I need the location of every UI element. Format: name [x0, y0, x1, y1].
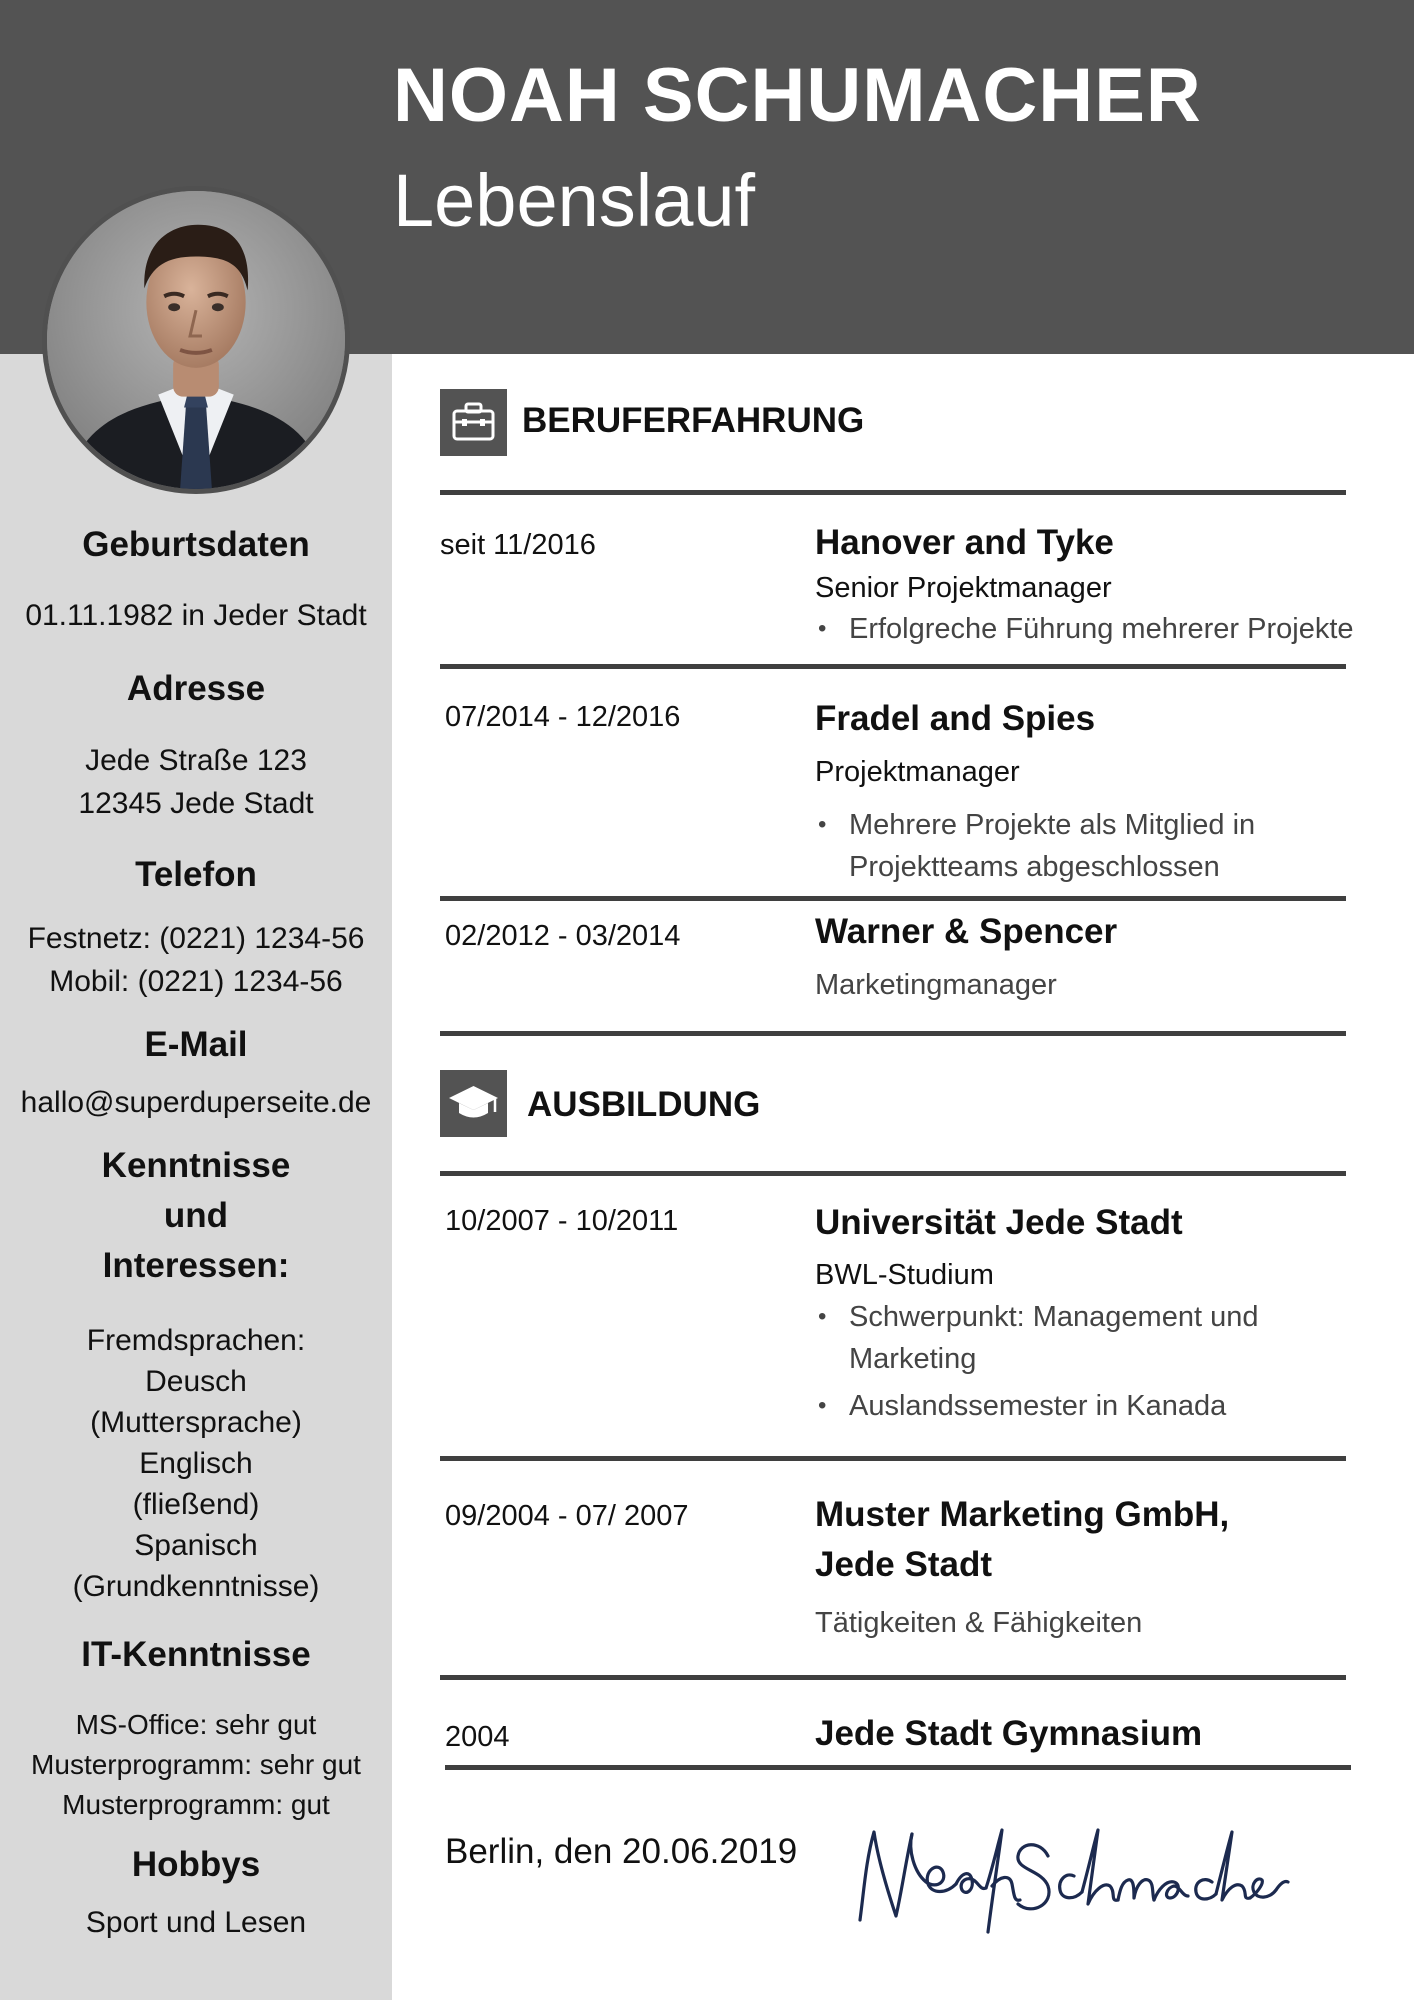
phone-heading: Telefon — [135, 855, 257, 894]
experience-heading: BERUFERFAHRUNG — [522, 401, 865, 440]
education-institution: Universität Jede Stadt — [815, 1203, 1183, 1242]
job-bullet: • Mehrere Projekte als Mitglied in Projektteams abgeschlossen — [815, 804, 1285, 888]
job-bullet: • Erfolgreche Führung mehrerer Projekte — [815, 608, 1354, 650]
education-date: 2004 — [445, 1721, 510, 1753]
phone-mobile: Mobil: (0221) 1234-56 — [49, 965, 343, 998]
divider — [440, 490, 1346, 495]
education-institution-line-1: Muster Marketing GmbH, — [815, 1495, 1230, 1534]
place-and-date: Berlin, den 20.06.2019 — [445, 1832, 798, 1871]
divider — [440, 1031, 1346, 1036]
skills-heading-line-1: Kenntnisse — [101, 1146, 291, 1185]
skills-line: Deusch — [145, 1365, 247, 1398]
job-role: Marketingmanager — [815, 969, 1057, 1001]
job-date: 02/2012 - 03/2014 — [445, 920, 681, 952]
job-company: Warner & Spencer — [815, 912, 1118, 951]
birth-heading: Geburtsdaten — [82, 525, 310, 564]
briefcase-icon — [440, 389, 507, 456]
it-line: Musterprogramm: gut — [62, 1789, 330, 1820]
skills-line: Spanisch — [134, 1529, 258, 1562]
education-date: 10/2007 - 10/2011 — [445, 1205, 679, 1237]
document-title: Lebenslauf — [393, 159, 756, 242]
divider — [440, 1456, 1346, 1461]
skills-line: Fremdsprachen: — [86, 1324, 306, 1357]
education-date: 09/2004 - 07/ 2007 — [445, 1500, 689, 1532]
skills-heading-line-3: Interessen: — [102, 1246, 290, 1285]
job-role: Senior Projektmanager — [815, 572, 1112, 604]
divider — [440, 1675, 1346, 1680]
job-date: seit 11/2016 — [440, 529, 596, 561]
education-heading: AUSBILDUNG — [527, 1085, 761, 1124]
education-institution-line-2: Jede Stadt — [815, 1545, 992, 1584]
hobbies-heading: Hobbys — [131, 1845, 261, 1884]
job-company: Hanover and Tyke — [815, 523, 1114, 562]
skills-line: (fließend) — [132, 1488, 260, 1521]
address-line-1: Jede Straße 123 — [85, 744, 307, 777]
hobbies-value: Sport und Lesen — [85, 1906, 307, 1939]
job-date: 07/2014 - 12/2016 — [445, 701, 681, 733]
education-bullet: • Schwerpunkt: Management und Marketing — [815, 1296, 1285, 1380]
divider — [445, 1765, 1351, 1770]
divider — [440, 664, 1346, 669]
job-role: Projektmanager — [815, 756, 1020, 788]
education-subject: Tätigkeiten & Fähigkeiten — [815, 1607, 1143, 1639]
signature — [852, 1820, 1292, 1938]
it-line: MS-Office: sehr gut — [75, 1709, 317, 1740]
graduation-cap-icon — [440, 1070, 507, 1137]
email-value: hallo@superduperseite.de — [20, 1086, 372, 1119]
address-heading: Adresse — [126, 669, 266, 708]
it-line: Musterprogramm: sehr gut — [31, 1749, 361, 1780]
birth-value: 01.11.1982 in Jeder Stadt — [25, 599, 367, 632]
education-institution: Jede Stadt Gymnasium — [815, 1714, 1203, 1753]
education-bullet: • Auslandssemester in Kanada — [815, 1385, 1226, 1427]
divider — [440, 1171, 1346, 1176]
person-name: NOAH SCHUMACHER — [393, 53, 1202, 138]
skills-line: (Muttersprache) — [90, 1406, 302, 1439]
email-heading: E-Mail — [144, 1025, 248, 1064]
education-subject: BWL-Studium — [815, 1259, 994, 1291]
skills-heading-line-2: und — [163, 1196, 229, 1235]
skills-line: (Grundkenntnisse) — [72, 1570, 320, 1603]
address-line-2: 12345 Jede Stadt — [78, 787, 314, 820]
it-heading: IT-Kenntnisse — [81, 1635, 311, 1674]
divider — [440, 896, 1346, 901]
portrait-illustration — [47, 191, 345, 489]
profile-photo — [42, 186, 350, 494]
job-company: Fradel and Spies — [815, 699, 1096, 738]
phone-landline: Festnetz: (0221) 1234-56 — [27, 922, 365, 955]
skills-line: Englisch — [139, 1447, 253, 1480]
